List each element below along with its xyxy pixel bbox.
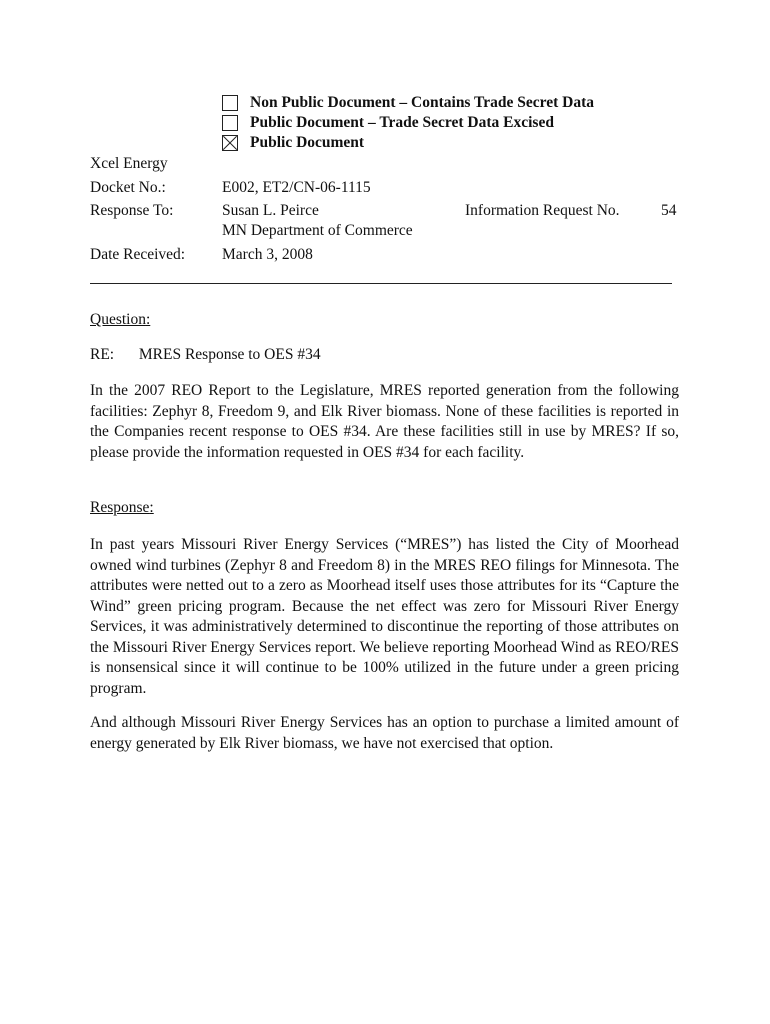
question-body: In the 2007 REO Report to the Legislature, MRES reported generation from the following facilities: Zephyr 8, Freedom 9, and Elk River biomass. None of these facilities is reported in the Companies recent response to OES #34. Are these facilities still in use by MRES? If so, please provide the information requested in OES #34 for each facility.: [90, 382, 679, 461]
classification-option-public: [222, 133, 594, 153]
date-received-label: Date Received:: [90, 246, 186, 263]
info-request-label: Information Request No.: [465, 202, 620, 219]
response-to-org: MN Department of Commerce: [222, 222, 413, 239]
question-heading-text: Question: [90, 311, 146, 328]
checkbox-public[interactable]: [222, 135, 238, 151]
docket-value: E002, ET2/CN-06-1115: [222, 179, 371, 196]
classification-option-public-excised: [222, 113, 594, 133]
classification-option-nonpublic: [222, 93, 594, 113]
docket-label: Docket No.:: [90, 179, 166, 196]
response-paragraph-2: And although Missouri River Energy Services has an option to purchase a limited amount of energy generated by Elk River biomass, we have not exercised that option.: [90, 714, 679, 752]
checkbox-public-excised[interactable]: [222, 115, 238, 131]
info-request-number: 54: [661, 202, 677, 219]
checkbox-nonpublic[interactable]: [222, 95, 238, 111]
classification-option-label: Non Public Document – Contains Trade Secret Data: [250, 94, 595, 111]
re-text: MRES Response to OES #34: [138, 346, 321, 363]
response-heading-text: Response: [90, 499, 150, 516]
company-name: Xcel Energy: [90, 155, 168, 172]
question-heading: Question:: [90, 311, 151, 328]
response-to-label: Response To:: [90, 202, 174, 219]
response-paragraph-1: In past years Missouri River Energy Services (“MRES”) has listed the City of Moorhead owned wind turbines (Zephyr 8 and Freedom 8) in the MRES REO filings for Minnesota. The attributes were netted out to a zero as Moorhead itself uses those attributes for its “Capture the Wind” green pricing program. Because the net effect was zero for Missouri River Energy Services, it was administratively determined to discontinue the reporting of those attributes on the Missouri River Energy Services report. We believe reporting Moorhead Wind as REO/RES is nonsensical since it will continue to be 100% utilized in the future under a green pricing program.: [90, 536, 679, 697]
response-heading: Response:: [90, 499, 154, 516]
classification-option-label: Public Document – Trade Secret Data Excised: [250, 114, 554, 131]
date-received-value: March 3, 2008: [222, 246, 313, 263]
re-label: RE:: [90, 346, 115, 363]
header-divider: [90, 283, 672, 284]
classification-options: [222, 93, 594, 153]
classification-option-label: Public Document: [250, 134, 365, 151]
response-to-name: Susan L. Peirce: [222, 202, 319, 219]
re-line: [90, 346, 321, 364]
